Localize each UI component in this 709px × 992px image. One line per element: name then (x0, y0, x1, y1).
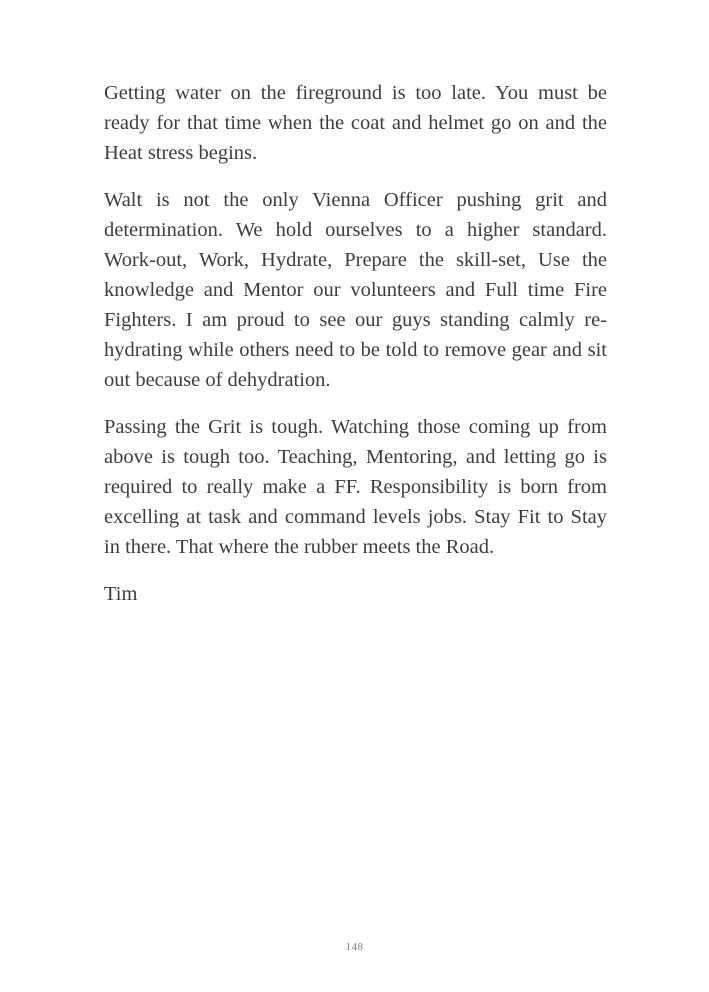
signature: Tim (104, 583, 138, 605)
page-number: 148 (345, 941, 364, 953)
paragraph-1: Getting water on the fireground is too late. You must be ready for that time when the coat and helmet go on and the Heat stress begins. (104, 82, 607, 164)
paragraph-3: Passing the Grit is tough. Watching those coming up from above is tough too. Teaching, Mentoring, and letting go is required to really make a FF. Responsibility is born from excelling at task and command levels jobs. Stay Fit to Stay in there. That where the rubber meets the Road. (104, 416, 607, 558)
text-block (104, 78, 607, 609)
paragraph-2: Walt is not the only Vienna Officer pushing grit and determination. We hold ourselves to a higher standard. Work-out, Work, Hydrate, Prepare the skill-set, Use the knowledge and Mentor our volunteers and Full time Fire Fighters. I am proud to see our guys standing calmly re-hydrating while others need to be told to remove gear and sit out because of dehydration. (104, 189, 607, 391)
